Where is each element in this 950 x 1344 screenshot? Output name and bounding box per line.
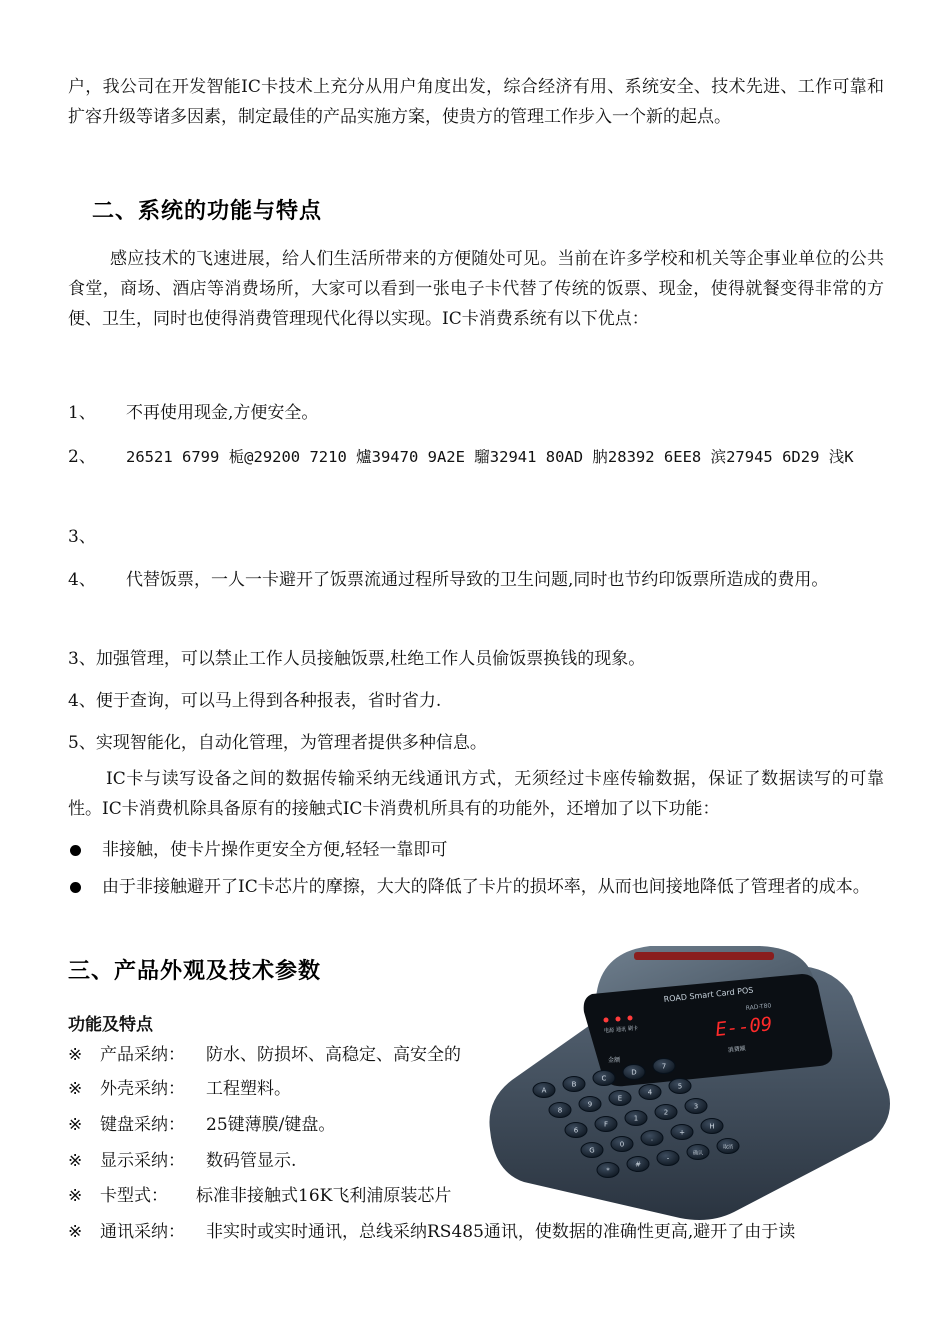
keypad-key-label: 1: [633, 1114, 639, 1123]
features-subheading: 功能及特点: [68, 1015, 153, 1035]
keypad-key-label: 4: [647, 1088, 653, 1097]
seven-segment-display: E--09: [714, 1013, 774, 1041]
list-item-number: 4、: [68, 570, 96, 590]
device-brand: ROAD Smart Card POS: [663, 985, 754, 1004]
spec-row: [68, 1146, 296, 1176]
amount-label: 金额: [608, 1057, 621, 1064]
spec-row: [68, 1181, 488, 1211]
keypad-key-label: 5: [677, 1082, 683, 1091]
keypad-key-label: H: [709, 1122, 715, 1131]
list-item-number: 3、: [68, 527, 96, 547]
keypad-key-label: 7: [661, 1062, 667, 1071]
keypad-key-label: F: [603, 1120, 609, 1129]
keypad-key-label: G: [589, 1146, 595, 1155]
keypad-key-label: 确认: [692, 1150, 704, 1157]
keypad-key-label: E: [617, 1094, 623, 1103]
led-power-icon: [604, 1018, 609, 1023]
keypad-key-label: +: [679, 1128, 685, 1137]
spec-label: 产品采纳：: [100, 1045, 185, 1065]
spec-label: 键盘采纳：: [100, 1115, 185, 1135]
led-label: 电源: [604, 1028, 615, 1034]
section-2-paragraph-2: IC卡与读写设备之间的数据传输采纳无线通讯方式，无须经过卡座传输数据，保证了数据读写的可靠性。IC卡消费机除具备原有的接触式IC卡消费机所具有的功能外，还增加了以下功能：: [68, 769, 884, 819]
list-item-text: 不再使用现金,方便安全。: [126, 403, 319, 423]
advantage-line: 3、加强管理，可以禁止工作人员接触饭票,杜绝工作人员偷饭票换钱的现象。: [68, 649, 646, 669]
spec-label: 卡型式：: [100, 1186, 168, 1206]
spec-value: 数码管显示.: [206, 1151, 297, 1171]
keypad-key-label: *: [606, 1166, 610, 1175]
intro-paragraph: 户，我公司在开发智能IC卡技术上充分从用户角度出发，综合经济有用、系统安全、技术先进、工作可靠和扩容升级等诸多因素，制定最佳的产品实施方案，使贵方的管理工作步入一个新的起点。: [68, 77, 884, 127]
advantage-line: 4、便于查询，可以马上得到各种报表，省时省力.: [68, 691, 442, 711]
spec-value: 标准非接触式16K飞利浦原装芯片: [196, 1186, 452, 1206]
bullet-item: [68, 872, 884, 902]
section-2-paragraph-1: 感应技术的飞速进展，给人们生活所带来的方便随处可见。当前在许多学校和机关等企事业单位的公共食堂，商场、酒店等消费场所，大家可以看到一张电子卡代替了传统的饭票、现金，使得就餐变得非常的方便、卫生，同时也使得消费管理现代化得以实现。IC卡消费系统有以下优点：: [68, 249, 884, 329]
card-slot-indicator: [634, 952, 774, 960]
spec-value: 防水、防损坏、高稳定、高安全的: [206, 1045, 461, 1065]
consume-label: 消费额: [727, 1045, 747, 1054]
list-item-text: 26521 6799 栀@29200 7210 爐39470 9A2E 騮32941 80AD 肭28392 6EE8 滨27945 6D29 浅K: [126, 448, 854, 466]
keypad-key-label: 0: [619, 1140, 625, 1149]
led-label: 通讯: [616, 1027, 627, 1033]
bullet-text: 非接触，使卡片操作更安全方便,轻轻一靠即可: [102, 840, 448, 860]
list-item-number: 2、: [68, 447, 96, 467]
section-2-heading: 二、系统的功能与特点: [92, 199, 323, 224]
keypad-key-label: #: [635, 1160, 641, 1169]
bullet-item: [68, 835, 884, 865]
pos-terminal-image: [484, 940, 896, 1222]
bullet-dot-icon: [70, 882, 81, 893]
keypad-key-label: 9: [587, 1100, 593, 1109]
spec-label: 通讯采纳：: [100, 1222, 185, 1242]
bullet-dot-icon: [70, 845, 81, 856]
list-item-number: 1、: [68, 403, 96, 423]
bullet-text: 由于非接触避开了IC卡芯片的摩擦，大大的降低了卡片的损坏率，从而也间接地降低了管理者的成本。: [102, 877, 870, 897]
keypad-key-label: 3: [693, 1102, 699, 1111]
led-label: 刷卡: [628, 1026, 639, 1032]
list-item-text: 代替饭票，一人一卡避开了饭票流通过程所导致的卫生问题,同时也节约印饭票所造成的费用。: [126, 570, 829, 590]
reference-mark-icon: ※: [68, 1222, 83, 1242]
keypad-key-label: 8: [557, 1106, 563, 1115]
spec-row: [68, 1074, 291, 1104]
spec-label: 显示采纳：: [100, 1151, 185, 1171]
keypad-key-label: B: [571, 1080, 577, 1089]
reference-mark-icon: ※: [68, 1115, 83, 1135]
spec-value: 25键薄膜/键盘。: [206, 1115, 336, 1135]
list-item: [68, 442, 884, 472]
spec-row: [68, 1110, 335, 1140]
keypad-key-label: -: [666, 1154, 670, 1163]
led-comm-icon: [616, 1017, 621, 1022]
keypad-key-label: A: [541, 1086, 547, 1095]
keypad-key-label: 6: [573, 1126, 579, 1135]
reference-mark-icon: ※: [68, 1079, 83, 1099]
list-item: [68, 565, 884, 595]
reference-mark-icon: ※: [68, 1151, 83, 1171]
keypad-key-label: .: [650, 1134, 654, 1143]
reference-mark-icon: ※: [68, 1045, 83, 1065]
keypad-key-label: C: [601, 1074, 607, 1083]
advantage-line: 5、实现智能化，自动化管理，为管理者提供多种信息。: [68, 733, 487, 753]
reference-mark-icon: ※: [68, 1186, 83, 1206]
section-3-heading: 三、产品外观及技术参数: [68, 959, 322, 984]
keypad-key-label: 2: [663, 1108, 669, 1117]
list-item: [68, 398, 884, 428]
spec-value: 非实时或实时通讯，总线采纳RS485通讯，使数据的准确性更高,避开了由于读: [206, 1222, 796, 1242]
keypad-key-label: 取消: [722, 1144, 734, 1151]
spec-value: 工程塑料。: [206, 1079, 291, 1099]
spec-row: [68, 1040, 484, 1070]
device-model: RAD-T80: [745, 1002, 772, 1012]
led-card-icon: [628, 1016, 633, 1021]
keypad-key-label: D: [631, 1068, 637, 1077]
spec-label: 外壳采纳：: [100, 1079, 185, 1099]
